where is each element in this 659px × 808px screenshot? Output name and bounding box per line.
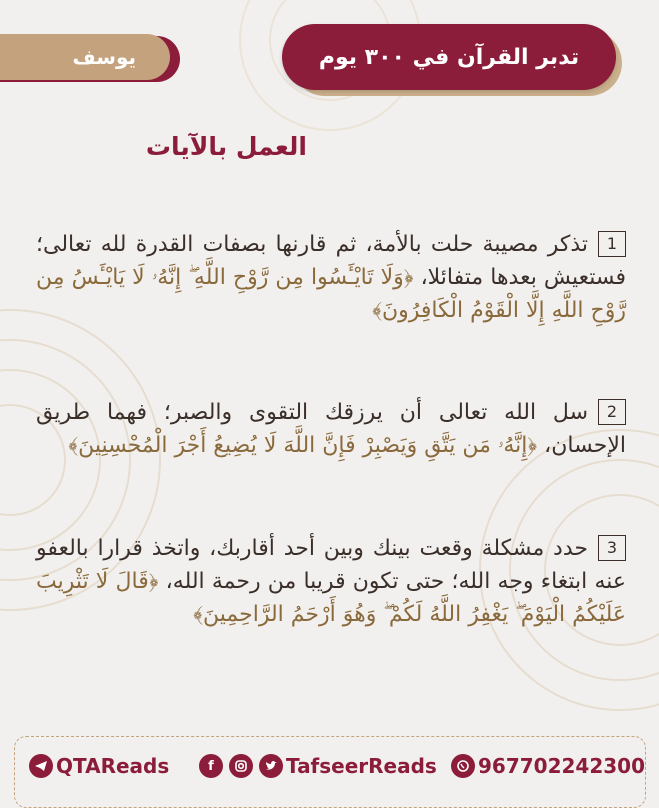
social-contact[interactable] <box>196 754 437 778</box>
point-number: 1 <box>598 231 626 257</box>
whatsapp-icon <box>451 754 475 778</box>
page-title: تدبر القرآن في ٣٠٠ يوم <box>318 44 580 70</box>
point-text: تذكر مصيبة حلت بالأمة، ثم قارنها بصفات القدرة لله تعالى؛ فستعيش بعدها متفائلا، <box>36 232 626 290</box>
telegram-contact[interactable] <box>26 754 169 778</box>
telegram-icon <box>29 754 53 778</box>
ayah-quote: ﴿وَلَا تَايْـَٔسُوا مِن رَّوْحِ اللَّهِ ۖ إِنَّهُۥ لَا يَايْـَٔسُ مِن رَّوْحِ اللَّهِ إِلَّا الْقَوْمُ الْكَافِرُونَ﴾ <box>36 265 626 323</box>
point-1 <box>36 228 626 327</box>
header-title-pill <box>282 24 616 90</box>
instagram-icon <box>229 754 253 778</box>
whatsapp-contact[interactable] <box>448 754 645 778</box>
telegram-handle: QTAReads <box>56 754 170 778</box>
point-text: حدد مشكلة وقعت بينك وبين أحد أقاربك، واتخذ قرارا بالعفو عنه ابتغاء وجه الله؛ حتى تكون قريبا من رحمة الله، <box>36 536 627 594</box>
social-handle: TafseerReads <box>286 754 437 778</box>
point-text: سل الله تعالى أن يرزقك التقوى والصبر؛ فهما طريق الإحسان، <box>36 400 626 458</box>
point-number: 3 <box>598 535 626 561</box>
twitter-icon <box>259 754 283 778</box>
point-3 <box>36 532 626 631</box>
point-2 <box>36 396 626 462</box>
ayah-quote: ﴿إِنَّهُۥ مَن يَتَّقِ وَيَصْبِرْ فَإِنَّ اللَّهَ لَا يُضِيعُ أَجْرَ الْمُحْسِنِينَ﴾ <box>68 433 538 458</box>
surah-name-pill <box>0 34 170 80</box>
point-number: 2 <box>598 399 626 425</box>
footer <box>0 748 659 792</box>
facebook-icon: f <box>199 754 223 778</box>
section-title: العمل بالآيات <box>145 132 307 161</box>
ayah-quote: ﴿قَالَ لَا تَثْرِيبَ عَلَيْكُمُ الْيَوْمَ ۖ يَغْفِرُ اللَّهُ لَكُمْ ۖ وَهُوَ أَرْحَمُ الرَّاحِمِينَ﴾ <box>36 569 626 627</box>
surah-name: يوسف <box>72 45 136 69</box>
whatsapp-number: 967702242300 <box>478 754 645 778</box>
